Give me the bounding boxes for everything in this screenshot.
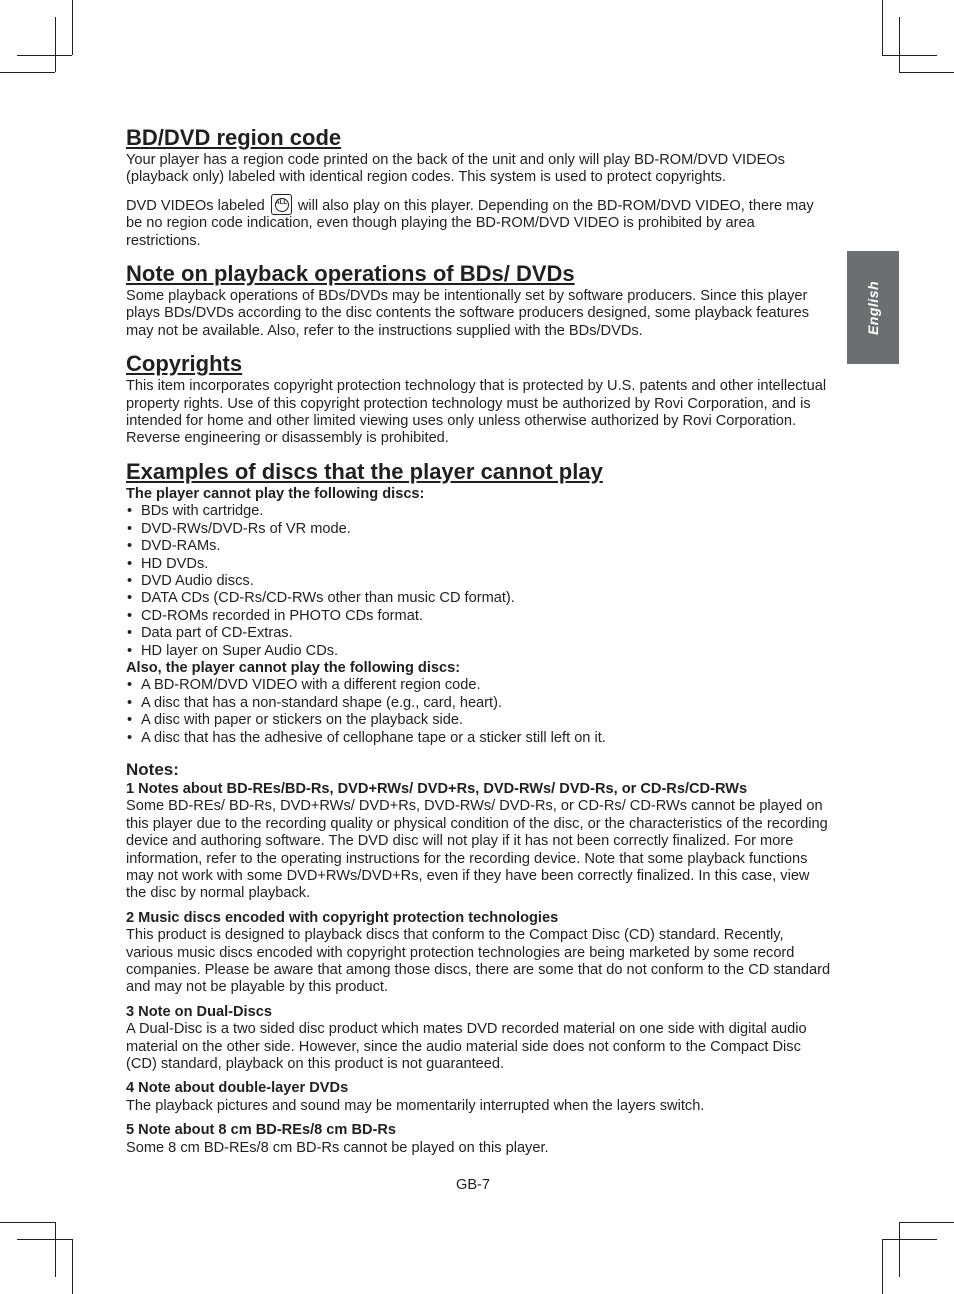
copyrights-section (126, 350, 832, 448)
crop-mark (882, 1239, 937, 1240)
language-tab-label: English (865, 280, 881, 335)
list-item: • CD-ROMs recorded in PHOTO CDs format. (126, 608, 832, 625)
crop-mark (55, 1222, 56, 1277)
examples-section (126, 458, 832, 747)
paragraph: Your player has a region code printed on the back of the unit and only will play BD-ROM/DVD VIDEOs (playback only) labeled with identical region codes. This system is used to protect copyrights. (126, 152, 785, 186)
note-item (126, 1080, 832, 1115)
note-heading: 2 Music discs encoded with copyright protection technologies (126, 909, 559, 926)
section-title: BD/DVD region code (126, 125, 342, 150)
list-item: • HD DVDs. (126, 556, 832, 573)
page-number-text: GB-7 (455, 1177, 491, 1193)
list-item: • A disc that has a non-standard shape (e.g., card, heart). (126, 695, 832, 712)
list-item: • Data part of CD-Extras. (126, 625, 832, 642)
list-item: • DVD-RAMs. (126, 538, 832, 555)
region-all-label: ALL (275, 199, 288, 206)
region-code-section (126, 124, 832, 250)
note-body: The playback pictures and sound may be momentarily interrupted when the layers switch. (126, 1097, 705, 1114)
crop-mark (55, 17, 56, 72)
crop-mark (17, 55, 72, 56)
note-item (126, 910, 832, 997)
region-all-icon (271, 194, 292, 215)
paragraph-text: will also play on this player. Depending on the BD-ROM/DVD VIDEO, there may be no region code indication, even though playing the BD-ROM/DVD VIDEO is prohibited by area restrictions. (126, 197, 814, 249)
crop-mark (899, 1222, 900, 1277)
crop-mark (882, 55, 937, 56)
crop-mark (72, 0, 73, 55)
note-body: Some BD-REs/ BD-Rs, DVD+RWs/ DVD+Rs, DVD-RWs/ DVD-Rs, or CD-Rs/ CD-RWs cannot be played on this player due to the recording quality or physical condition of the disc, or the characteristics of the recording device and authoring software. The DVD disc will not play if it has not been correctly finalized. For more information, refer to the operating instructions for the recording device. Note that some playback functions may not work with some DVD+RWs/DVD+Rs, even if they have been correctly finalized. In this case, view the disc by normal playback. (126, 798, 828, 902)
crop-mark (72, 1239, 73, 1294)
list-item: • DATA CDs (CD-Rs/CD-RWs other than music CD format). (126, 590, 832, 607)
list-item: • A disc that has the adhesive of cellophane tape or a sticker still left on it. (126, 730, 832, 747)
note-body: A Dual-Disc is a two sided disc product which mates DVD recorded material on one side with digital audio material on the other side. However, since the audio material side does not conform to the Compact Disc (CD) standard, playback on this product is not guaranteed. (126, 1021, 807, 1073)
paragraph-text: DVD VIDEOs labeled (126, 197, 265, 214)
paragraph: Some playback operations of BDs/DVDs may be intentionally set by software producers. Since this player plays BDs/DVDs according to the disc contents the software producers designed, some playback features may not be available. Also, refer to the instructions supplied with the BDs/DVDs. (126, 288, 810, 339)
section-title: Note on playback operations of BDs/ DVDs (126, 261, 575, 287)
crop-mark (0, 1222, 55, 1223)
list-item: • HD layer on Super Audio CDs. (126, 643, 832, 660)
notes-section (126, 759, 832, 1157)
crop-mark (882, 0, 883, 55)
note-body: This product is designed to playback discs that conform to the Compact Disc (CD) standard. Recently, various music discs encoded with copyright protection technologies are being marketed by some record companies. Please be aware that among those discs, there are some that do not conform to the CD standard and may not be playable by this product. (126, 927, 831, 996)
note-heading: 4 Note about double-layer DVDs (126, 1080, 349, 1097)
note-item (126, 1122, 832, 1157)
page-number (0, 1177, 954, 1193)
paragraph: This item incorporates copyright protection technology that is protected by U.S. patents and other intellectual property rights. Use of this copyright protection technology must be authorized by Rovi Corporation, and is intended for home and other limited viewing uses only unless otherwise authorized by Rovi Corporation. Reverse engineering or disassembly is prohibited. (126, 378, 827, 447)
page-content (126, 124, 832, 1164)
list-heading: The player cannot play the following discs: (126, 485, 425, 502)
crop-mark (899, 72, 954, 73)
list-item: • A disc with paper or stickers on the playback side. (126, 712, 832, 729)
crop-mark (17, 1239, 72, 1240)
note-item (126, 781, 832, 903)
crop-mark (899, 17, 900, 72)
crop-mark (899, 1222, 954, 1223)
unplayable-list (126, 503, 832, 660)
note-heading: 1 Notes about BD-REs/BD-Rs, DVD+RWs/ DVD+Rs, DVD-RWs/ DVD-Rs, or CD-Rs/CD-RWs (126, 780, 748, 797)
playback-section (126, 260, 832, 340)
list-item: • A BD-ROM/DVD VIDEO with a different region code. (126, 677, 832, 694)
list-item: • DVD-RWs/DVD-Rs of VR mode. (126, 521, 832, 538)
language-tab (847, 251, 899, 364)
note-heading: 3 Note on Dual-Discs (126, 1003, 272, 1020)
note-body: Some 8 cm BD-REs/8 cm BD-Rs cannot be played on this player. (126, 1139, 549, 1156)
section-title: Examples of discs that the player cannot play (126, 458, 603, 484)
list-item: • DVD Audio discs. (126, 573, 832, 590)
crop-mark (882, 1239, 883, 1294)
unplayable-list-2 (126, 677, 832, 747)
list-heading: Also, the player cannot play the following discs: (126, 659, 461, 676)
crop-mark (0, 72, 55, 73)
list-item: • BDs with cartridge. (126, 503, 832, 520)
note-heading: 5 Note about 8 cm BD-REs/8 cm BD-Rs (126, 1122, 397, 1139)
note-item (126, 1004, 832, 1074)
paragraph (126, 194, 832, 250)
notes-title: Notes: (126, 759, 179, 779)
section-title: Copyrights (126, 351, 243, 377)
